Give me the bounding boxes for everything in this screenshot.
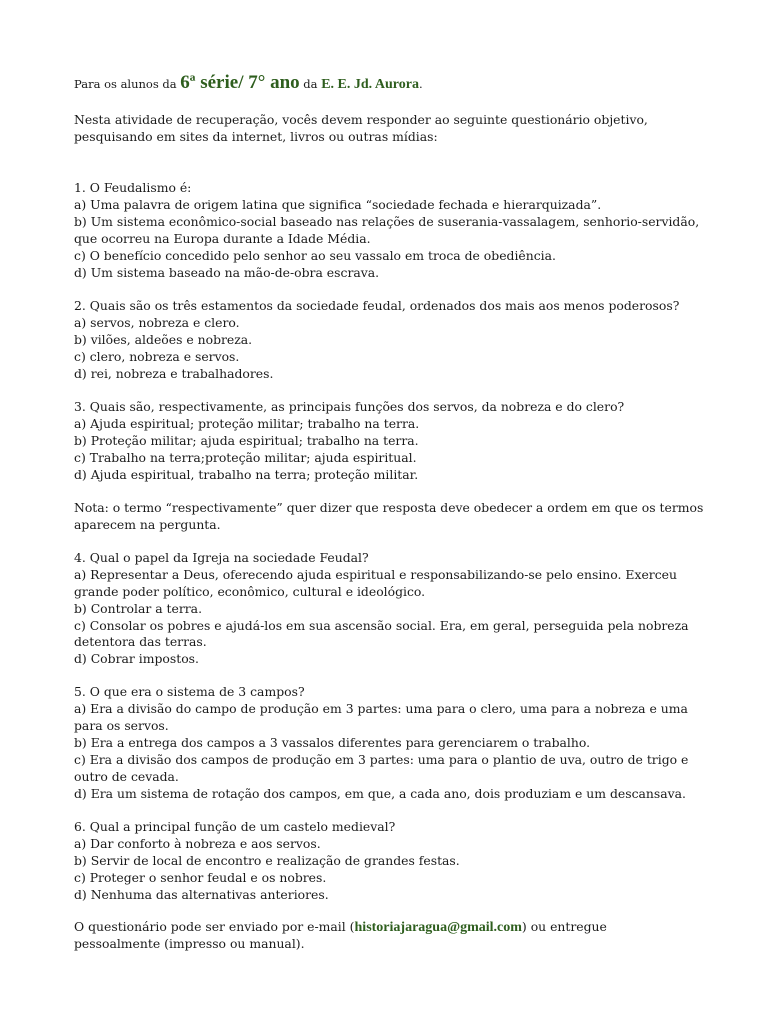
header-middle: da xyxy=(299,77,322,91)
q5-option-c-cont: outro de cevada. xyxy=(74,769,179,784)
q3-title: 3. Quais são, respectivamente, as principais funções dos servos, da nobreza e do clero? xyxy=(74,399,625,414)
q1-title: 1. O Feudalismo é: xyxy=(74,180,192,195)
q5-option-c: c) Era a divisão dos campos de produção em 3 partes: uma para o plantio de uva, outro de trigo e xyxy=(74,752,689,767)
q2-option-c: c) clero, nobreza e servos. xyxy=(74,349,240,364)
q5-option-d: d) Era um sistema de rotação dos campos, em que, a cada ano, dois produziam e um descansava. xyxy=(74,786,686,801)
q4-option-a: a) Representar a Deus, oferecendo ajuda espiritual e responsabilizando-se pelo ensino. Exerceu xyxy=(74,567,677,582)
email-address: historiajaragua@gmail.com xyxy=(354,920,522,935)
grade-label: 6ª série/ 7° ano xyxy=(180,72,300,93)
intro-line-1: Nesta atividade de recuperação, vocês devem responder ao seguinte questionário objetivo, xyxy=(74,112,648,127)
q4-option-c: c) Consolar os pobres e ajudá-los em sua ascensão social. Era, em geral, perseguida pela nobreza xyxy=(74,618,689,633)
school-name: E. E. Jd. Aurora xyxy=(321,77,419,92)
q3-option-c: c) Trabalho na terra;proteção militar; ajuda espiritual. xyxy=(74,450,417,465)
q1-option-b-cont: que ocorreu na Europa durante a Idade Média. xyxy=(74,231,371,246)
q6-title: 6. Qual a principal função de um castelo medieval? xyxy=(74,819,396,834)
q5-title: 5. O que era o sistema de 3 campos? xyxy=(74,684,305,699)
q1-option-b: b) Um sistema econômico-social baseado nas relações de suserania-vassalagem, senhorio-servidão, xyxy=(74,214,700,229)
note-line-2: aparecem na pergunta. xyxy=(74,517,221,532)
q4-option-a-cont: grande poder político, econômico, cultural e ideológico. xyxy=(74,584,426,599)
q5-option-a-cont: para os servos. xyxy=(74,718,169,733)
footer-prefix: O questionário pode ser enviado por e-mail ( xyxy=(74,919,355,934)
q3-option-b: b) Proteção militar; ajuda espiritual; trabalho na terra. xyxy=(74,433,419,448)
q3-option-a: a) Ajuda espiritual; proteção militar; trabalho na terra. xyxy=(74,416,420,431)
q5-option-b: b) Era a entrega dos campos a 3 vassalos diferentes para gerenciarem o trabalho. xyxy=(74,735,591,750)
q1-option-a: a) Uma palavra de origem latina que significa “sociedade fechada e hierarquizada”. xyxy=(74,197,602,212)
q2-option-a: a) servos, nobreza e clero. xyxy=(74,315,240,330)
q5-option-a: a) Era a divisão do campo de produção em 3 partes: uma para o clero, uma para a nobreza e uma xyxy=(74,701,688,716)
q6-option-c: c) Proteger o senhor feudal e os nobres. xyxy=(74,870,327,885)
header-end: . xyxy=(418,77,423,91)
q1-option-d: d) Um sistema baseado na mão-de-obra escrava. xyxy=(74,265,380,280)
q6-option-a: a) Dar conforto à nobreza e aos servos. xyxy=(74,836,321,851)
q4-option-b: b) Controlar a terra. xyxy=(74,601,203,616)
footer-line-1 xyxy=(74,918,607,936)
q4-option-c-cont: detentora das terras. xyxy=(74,634,207,649)
q4-option-d: d) Cobrar impostos. xyxy=(74,651,199,666)
q6-option-b: b) Servir de local de encontro e realização de grandes festas. xyxy=(74,853,460,868)
footer-suffix: ) ou entregue xyxy=(521,919,607,934)
q2-title: 2. Quais são os três estamentos da sociedade feudal, ordenados dos mais aos menos poderosos? xyxy=(74,298,680,313)
q4-title: 4. Qual o papel da Igreja na sociedade Feudal? xyxy=(74,550,369,565)
q2-option-b: b) vilões, aldeões e nobreza. xyxy=(74,332,253,347)
footer-line-2: pessoalmente (impresso ou manual). xyxy=(74,936,305,951)
q1-option-c: c) O benefício concedido pelo senhor ao seu vassalo em troca de obediência. xyxy=(74,248,556,263)
q2-option-d: d) rei, nobreza e trabalhadores. xyxy=(74,366,274,381)
intro-line-2: pesquisando em sites da internet, livros ou outras mídias: xyxy=(74,129,438,144)
note-line-1: Nota: o termo “respectivamente” quer dizer que resposta deve obedecer a ordem em que os termos xyxy=(74,500,704,515)
header-line xyxy=(74,74,423,93)
q6-option-d: d) Nenhuma das alternativas anteriores. xyxy=(74,887,329,902)
header-prefix: Para os alunos da xyxy=(74,77,181,91)
q3-option-d: d) Ajuda espiritual, trabalho na terra; proteção militar. xyxy=(74,467,419,482)
